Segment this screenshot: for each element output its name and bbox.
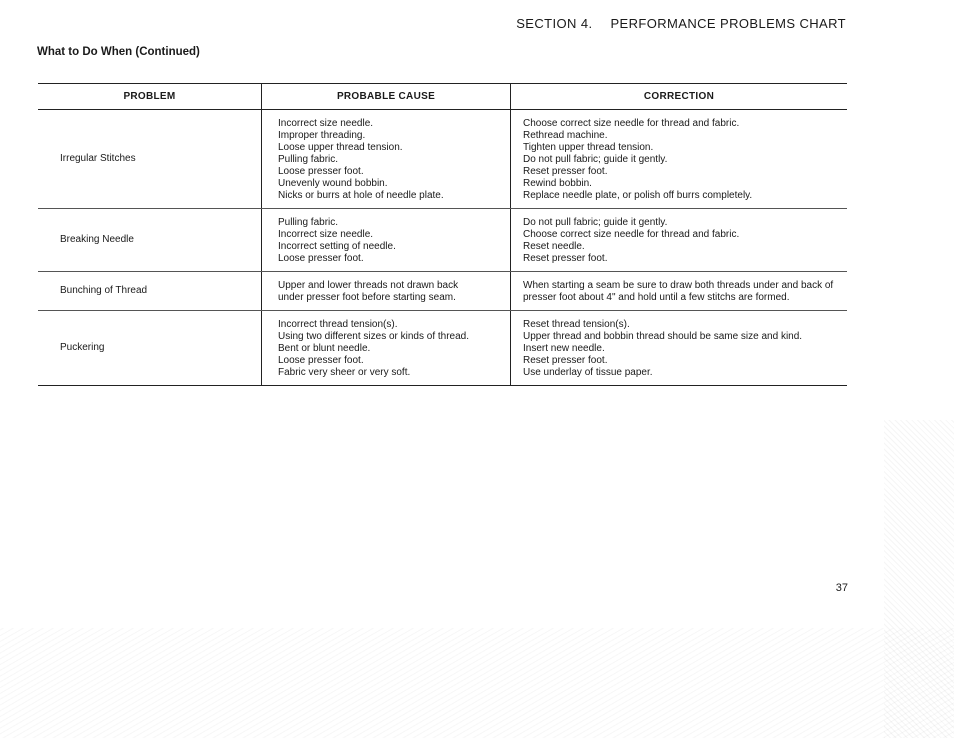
problem-cell: Bunching of Thread xyxy=(60,285,148,296)
performance-problems-table xyxy=(38,83,847,386)
table-row xyxy=(38,110,847,209)
column-header-problem: PROBLEM xyxy=(123,90,176,102)
cause-line: Incorrect thread tension(s). xyxy=(278,319,398,330)
correction-cell xyxy=(511,311,847,385)
correction-cell xyxy=(511,272,847,310)
probable-cause-cell xyxy=(261,209,511,271)
problem-cell: Irregular Stitches xyxy=(60,153,136,164)
column-header-probable-cause: PROBABLE CAUSE xyxy=(261,84,511,109)
correction-line: When starting a seam be sure to draw both threads under and back of presser foot about 4" and hold until a few stitchs are formed. xyxy=(523,280,834,303)
correction-line: Reset thread tension(s). xyxy=(523,319,630,330)
cause-line: Unevenly wound bobbin. xyxy=(278,178,388,189)
correction-line: Insert new needle. xyxy=(523,343,605,354)
table-body xyxy=(38,110,847,385)
probable-cause-cell xyxy=(261,110,511,208)
correction-cell xyxy=(511,209,847,271)
correction-cell xyxy=(511,110,847,208)
table-row xyxy=(38,311,847,385)
correction-line: Reset presser foot. xyxy=(523,253,608,264)
cause-line: Incorrect size needle. xyxy=(278,118,374,129)
correction-line: Reset presser foot. xyxy=(523,166,608,177)
cause-line: Loose presser foot. xyxy=(278,253,364,264)
cause-line: Improper threading. xyxy=(278,130,366,141)
correction-line: Upper thread and bobbin thread should be same size and kind. xyxy=(523,331,803,342)
cause-line: Loose presser foot. xyxy=(278,166,364,177)
cause-line: Pulling fabric. xyxy=(278,154,339,165)
probable-cause-cell xyxy=(261,311,511,385)
cause-line: Upper and lower threads not drawn back xyxy=(278,280,459,291)
correction-line: Do not pull fabric; guide it gently. xyxy=(523,217,668,228)
table-row xyxy=(38,272,847,311)
page-number: 37 xyxy=(835,582,848,594)
section-title: PERFORMANCE PROBLEMS CHART xyxy=(610,16,846,31)
correction-line: Choose correct size needle for thread and fabric. xyxy=(523,118,740,129)
correction-line: Reset presser foot. xyxy=(523,355,608,366)
cause-line: under presser foot before starting seam. xyxy=(278,292,456,303)
column-header-correction: CORRECTION xyxy=(643,90,715,102)
correction-line: Tighten upper thread tension. xyxy=(523,142,654,153)
table-row xyxy=(38,209,847,272)
page-subtitle: What to Do When (Continued) xyxy=(37,46,200,58)
scan-texture-bottom xyxy=(0,628,954,738)
cause-line: Pulling fabric. xyxy=(278,217,339,228)
cause-line: Loose presser foot. xyxy=(278,355,364,366)
cause-line: Nicks or burrs at hole of needle plate. xyxy=(278,190,444,201)
correction-line: Reset needle. xyxy=(523,241,585,252)
cause-line: Bent or blunt needle. xyxy=(278,343,371,354)
cause-line: Incorrect setting of needle. xyxy=(278,241,396,252)
correction-line: Do not pull fabric; guide it gently. xyxy=(523,154,668,165)
correction-line: Choose correct size needle for thread and fabric. xyxy=(523,229,740,240)
correction-line: Use underlay of tissue paper. xyxy=(523,367,653,378)
cause-line: Loose upper thread tension. xyxy=(278,142,403,153)
cause-line: Fabric very sheer or very soft. xyxy=(278,367,411,378)
correction-line: Rethread machine. xyxy=(523,130,608,141)
probable-cause-cell xyxy=(261,272,511,310)
cause-line: Using two different sizes or kinds of thread. xyxy=(278,331,470,342)
section-heading xyxy=(516,16,846,31)
correction-line: Rewind bobbin. xyxy=(523,178,592,189)
problem-cell: Breaking Needle xyxy=(60,234,134,245)
cause-line: Incorrect size needle. xyxy=(278,229,374,240)
correction-line: Replace needle plate, or polish off burrs completely. xyxy=(523,190,753,201)
problem-cell: Puckering xyxy=(60,342,105,353)
table-header-row xyxy=(38,84,847,110)
section-number: SECTION 4. xyxy=(516,16,593,31)
